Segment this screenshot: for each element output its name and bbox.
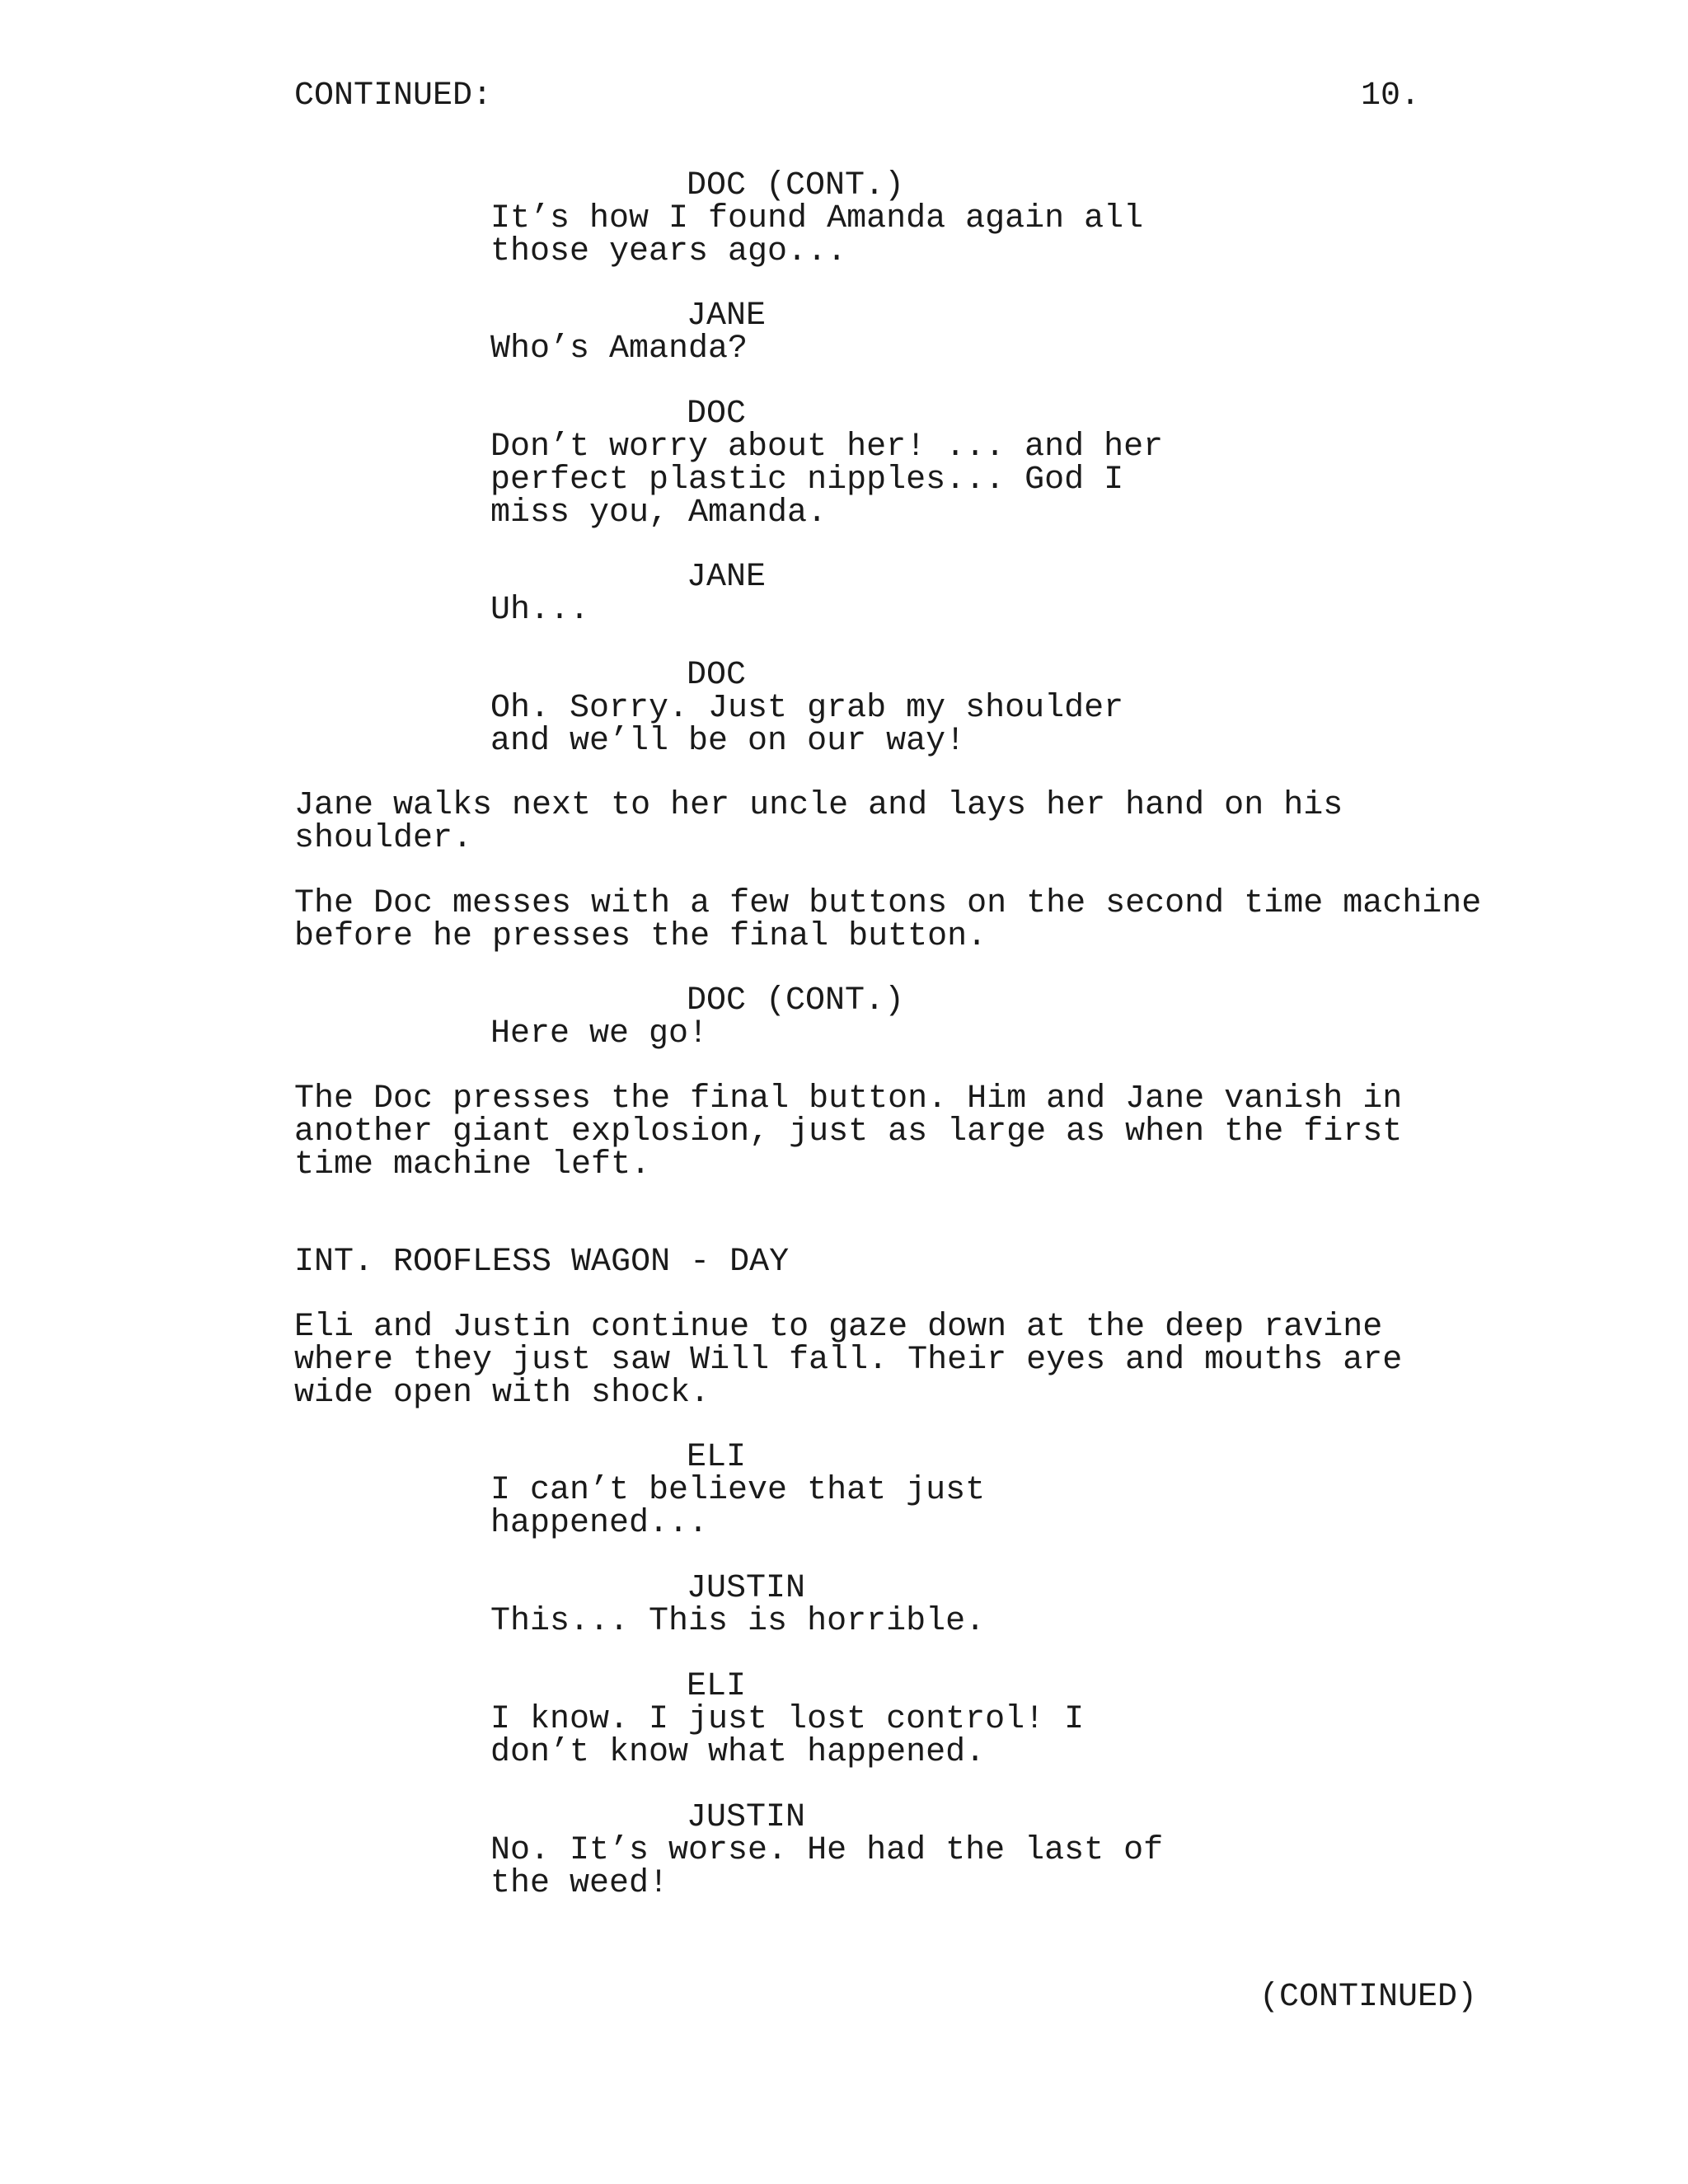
character-cue: DOC (687, 657, 747, 694)
action-line: shoulder. (294, 820, 473, 857)
dialogue-line: those years ago... (490, 233, 847, 270)
dialogue-line: perfect plastic nipples... God I (490, 462, 1124, 499)
action-line: wide open with shock. (294, 1375, 710, 1412)
action-line: before he presses the final button. (294, 918, 987, 955)
action-line: another giant explosion, just as large as when the first (294, 1113, 1403, 1151)
dialogue-line: and we’ll be on our way! (490, 723, 966, 760)
character-cue: JANE (687, 559, 767, 596)
scene-heading: INT. ROOFLESS WAGON - DAY (294, 1244, 790, 1281)
character-cue: DOC (CONT.) (687, 982, 905, 1019)
dialogue-line: Who’s Amanda? (490, 330, 748, 368)
dialogue-line: miss you, Amanda. (490, 494, 828, 532)
action-line: Eli and Justin continue to gaze down at the deep ravine (294, 1309, 1383, 1346)
character-cue: DOC (CONT.) (687, 167, 905, 204)
dialogue-line: the weed! (490, 1865, 669, 1902)
action-line: time machine left. (294, 1146, 651, 1183)
dialogue-line: Oh. Sorry. Just grab my shoulder (490, 690, 1124, 727)
dialogue-line: Here we go! (490, 1015, 709, 1052)
action-line: Jane walks next to her uncle and lays her hand on his (294, 787, 1343, 824)
action-line: where they just saw Will fall. Their eyes and mouths are (294, 1342, 1403, 1379)
dialogue-line: This... This is horrible. (490, 1603, 986, 1640)
dialogue-line: Uh... (490, 592, 590, 629)
continued-footer: (CONTINUED) (1259, 1979, 1478, 2016)
dialogue-line: Don’t worry about her! ... and her (490, 429, 1164, 466)
character-cue: JANE (687, 298, 767, 335)
dialogue-line: I can’t believe that just (490, 1472, 986, 1509)
page-number: 10. (1361, 77, 1421, 115)
dialogue-line: happened... (490, 1505, 709, 1542)
dialogue-line: It’s how I found Amanda again all (490, 200, 1144, 237)
dialogue-line: don’t know what happened. (490, 1734, 986, 1771)
character-cue: JUSTIN (687, 1570, 806, 1607)
character-cue: JUSTIN (687, 1799, 806, 1836)
action-line: The Doc messes with a few buttons on the second time machine (294, 885, 1482, 922)
character-cue: DOC (687, 396, 747, 433)
action-line: The Doc presses the final button. Him and Jane vanish in (294, 1080, 1403, 1118)
dialogue-line: No. It’s worse. He had the last of (490, 1832, 1164, 1869)
continued-header: CONTINUED: (294, 77, 493, 115)
character-cue: ELI (687, 1439, 747, 1476)
dialogue-line: I know. I just lost control! I (490, 1701, 1085, 1738)
character-cue: ELI (687, 1668, 747, 1705)
